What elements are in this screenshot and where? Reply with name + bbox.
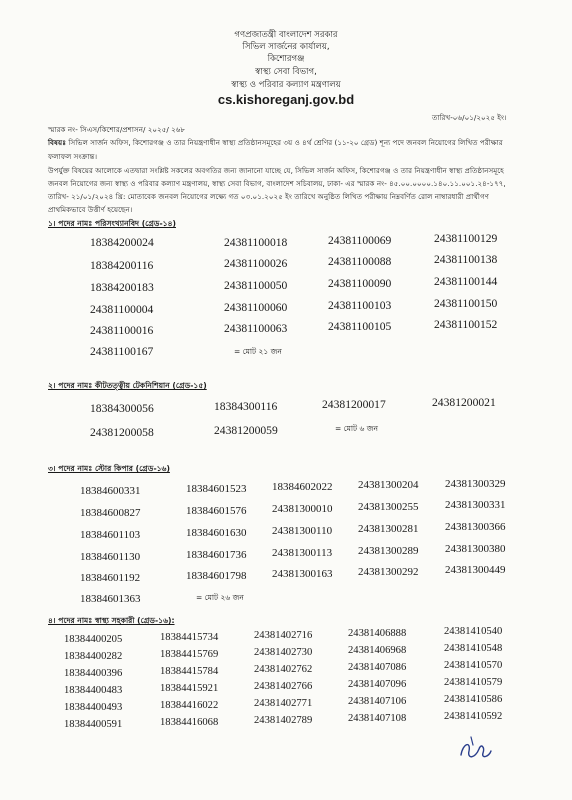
- roll-number: 24381407096: [348, 679, 407, 690]
- roll-number: 24381402730: [254, 647, 313, 658]
- roll-number: 24381100138: [434, 253, 498, 266]
- roll-number: 24381300292: [358, 566, 419, 578]
- roll-number: 24381100004: [90, 303, 154, 316]
- roll-number: 24381100105: [328, 320, 392, 333]
- roll-number: 24381402789: [254, 715, 313, 726]
- roll-number: 18384400396: [64, 668, 123, 679]
- roll-number: 24381100026: [224, 257, 288, 270]
- roll-number: 24381410570: [444, 660, 503, 671]
- section-title: ৩। পদের নামঃ স্টোর কিপার (গ্রেড-১৬): [48, 464, 170, 473]
- roll-number: 18384415769: [160, 649, 219, 660]
- roll-number: 24381100088: [328, 255, 392, 268]
- ministry-name: স্বাস্থ্য ও পরিবার কল্যাণ মন্ত্রণালয়: [231, 80, 341, 90]
- roll-number: 24381300380: [445, 543, 506, 555]
- roll-number: 18384601736: [186, 549, 247, 561]
- roll-number: 24381100090: [328, 277, 392, 290]
- subject-text: সিভিল সার্জন অফিস, কিশোরগঞ্জ ও তার নিয়ন্ত্রণাধীন স্বাস্থ্য প্রতিষ্ঠানসমূহের ৩য় ও ৪র্থ শ্রেণির (১১-২০ গ্রেড) শূন্য পদে জনবল নিয়োগের লিখিত পরীক্ষার: [68, 138, 503, 147]
- roll-number: 24381300281: [358, 523, 419, 535]
- body-line-4: প্রাথমিকভাবে উত্তীর্ণ হয়েছেন।: [48, 205, 133, 214]
- roll-number: 24381406888: [348, 628, 407, 639]
- roll-number: 18384601523: [186, 483, 247, 495]
- roll-number: 24381100144: [434, 275, 498, 288]
- roll-number: 18384415921: [160, 683, 219, 694]
- roll-number: 24381300163: [272, 568, 333, 580]
- roll-number: 24381200017: [322, 398, 386, 411]
- roll-number: 18384600827: [80, 507, 141, 519]
- signature-mark: [455, 733, 495, 763]
- roll-number: 18384601192: [80, 572, 141, 584]
- roll-number: 18384300056: [90, 402, 154, 415]
- roll-number: 24381406968: [348, 645, 407, 656]
- roll-number: 18384200183: [90, 281, 154, 294]
- body-line-3: তারিখ- ২১/০১/২০২৪ খ্রি: মোতাবেক জনবল নিয়োগের লক্ষ্যে গত ০৩.০১.২০২৫ ইং তারিখে অনুষ্ঠিত লিখিত পরীক্ষায় নিম্নবর্ণিত রোল নাম্বারধারী প্রার্থীগণ: [48, 192, 490, 201]
- roll-number: 24381407108: [348, 713, 407, 724]
- roll-number: 18384601630: [186, 527, 247, 539]
- roll-number: 24381100063: [224, 322, 288, 335]
- roll-number: 18384416068: [160, 717, 219, 728]
- subject: [48, 136, 526, 150]
- memo-number: স্মারক নং- সিএস/কিশোর/প্রশাসন/ ২০২৫/ ২৬৮: [48, 125, 186, 134]
- body-line-1: উপর্যুক্ত বিষয়ের আলোকে এতদ্বারা সংশ্লিষ্ট সকলের অবগতির জন্য জানানো যাচ্ছে যে, সিভিল সার্জন অফিস, কিশোরগঞ্জ ও তার নিয়ন্ত্রণাধীন স্বাস্থ্য প্রতিষ্ঠানসমূহে: [48, 166, 504, 175]
- roll-number: 24381100018: [224, 236, 288, 249]
- roll-number: 18384601798: [186, 570, 247, 582]
- roll-number: 24381100167: [90, 345, 154, 358]
- roll-number: 18384400483: [64, 685, 123, 696]
- roll-number: 24381402716: [254, 630, 313, 641]
- roll-number: 24381200058: [90, 426, 154, 439]
- roll-number: 24381300366: [445, 521, 506, 533]
- roll-number: 18384415784: [160, 666, 219, 677]
- govt-title: গণপ্রজাতন্ত্রী বাংলাদেশ সরকার: [234, 30, 338, 40]
- section-title: ২। পদের নামঃ কীটতত্ত্বীয় টেকনিশিয়ান (গ্রেড-১৫): [48, 381, 207, 390]
- roll-number: 24381300331: [445, 499, 506, 511]
- roll-number: 24381300113: [272, 547, 333, 559]
- roll-number: 18384601363: [80, 593, 141, 605]
- roll-number: 24381410592: [444, 711, 503, 722]
- roll-number: 18384602022: [272, 481, 333, 493]
- roll-number: 24381300110: [272, 525, 333, 537]
- roll-number: 24381100150: [434, 297, 498, 310]
- division-name: স্বাস্থ্য সেবা বিভাগ,: [255, 67, 317, 77]
- roll-number: 18384200116: [90, 259, 154, 272]
- roll-number: 24381100069: [328, 234, 392, 247]
- roll-number: 24381100152: [434, 318, 498, 331]
- roll-number: 24381300289: [358, 545, 419, 557]
- roll-number: 24381300204: [358, 479, 419, 491]
- subject-continuation: ফলাফল সংক্রান্ত।: [48, 152, 98, 161]
- roll-number: 24381410586: [444, 694, 503, 705]
- section-total: = মোট ৬ জন: [335, 424, 378, 433]
- date-line: তারিখ-০৬/০১/২০২৫ ইং।: [432, 113, 507, 122]
- office-name: সিভিল সার্জনের কার্যালয়,: [242, 42, 330, 52]
- roll-number: 24381300449: [445, 564, 506, 576]
- roll-number: 18384400282: [64, 651, 123, 662]
- roll-number: 18384400591: [64, 719, 123, 730]
- body-line-2: জনবল নিয়োগের জন্য স্বাস্থ্য ও পরিবার কল্যাণ মন্ত্রণালয়, স্বাস্থ্য সেবা বিভাগ, বাংলাদেশ সচিবালয়, ঢাকা- এর স্মারক নং- ৪৫.০০.০০০০.১৪০.১১.০০১.২৪-১৭৭,: [48, 179, 506, 188]
- roll-number: 24381410579: [444, 677, 503, 688]
- section-title: ৪। পদের নামঃ স্বাস্থ্য সহকারী (গ্রেড-১৬):: [48, 616, 175, 625]
- roll-number: 24381402762: [254, 664, 313, 675]
- roll-number: 24381300010: [272, 503, 333, 515]
- section-title: ১। পদের নামঃ পরিসংখ্যানবিদ (গ্রেড-১৪): [48, 219, 176, 228]
- roll-number: 18384400493: [64, 702, 123, 713]
- roll-number: 24381100060: [224, 301, 288, 314]
- roll-number: 18384416022: [160, 700, 219, 711]
- section-total: = মোট ২১ জন: [234, 347, 282, 356]
- website-url: cs.kishoreganj.gov.bd: [217, 92, 355, 107]
- subject-label: বিষয়ঃ: [48, 138, 67, 147]
- roll-number: 18384300116: [214, 400, 278, 413]
- roll-number: 18384600331: [80, 485, 141, 497]
- roll-number: 24381100050: [224, 279, 288, 292]
- roll-number: 18384601130: [80, 551, 141, 563]
- roll-number: 24381100103: [328, 299, 392, 312]
- roll-number: 24381300329: [445, 478, 506, 490]
- roll-number: 24381407086: [348, 662, 407, 673]
- roll-number: 18384415734: [160, 632, 219, 643]
- roll-number: 24381410548: [444, 643, 503, 654]
- section-total: = মোট ২৬ জন: [196, 593, 244, 602]
- roll-number: 24381402766: [254, 681, 313, 692]
- roll-number: 24381407106: [348, 696, 407, 707]
- roll-number: 24381100016: [90, 324, 154, 337]
- roll-number: 18384200024: [90, 236, 154, 249]
- district-name: কিশোরগঞ্জ: [267, 54, 305, 64]
- roll-number: 24381200021: [432, 396, 496, 409]
- roll-number: 18384601103: [80, 529, 141, 541]
- roll-number: 18384400205: [64, 634, 123, 645]
- roll-number: 24381402771: [254, 698, 313, 709]
- roll-number: 24381410540: [444, 626, 503, 637]
- roll-number: 24381300255: [358, 501, 419, 513]
- roll-number: 24381100129: [434, 232, 498, 245]
- roll-number: 18384601576: [186, 505, 247, 517]
- roll-number: 24381200059: [214, 424, 278, 437]
